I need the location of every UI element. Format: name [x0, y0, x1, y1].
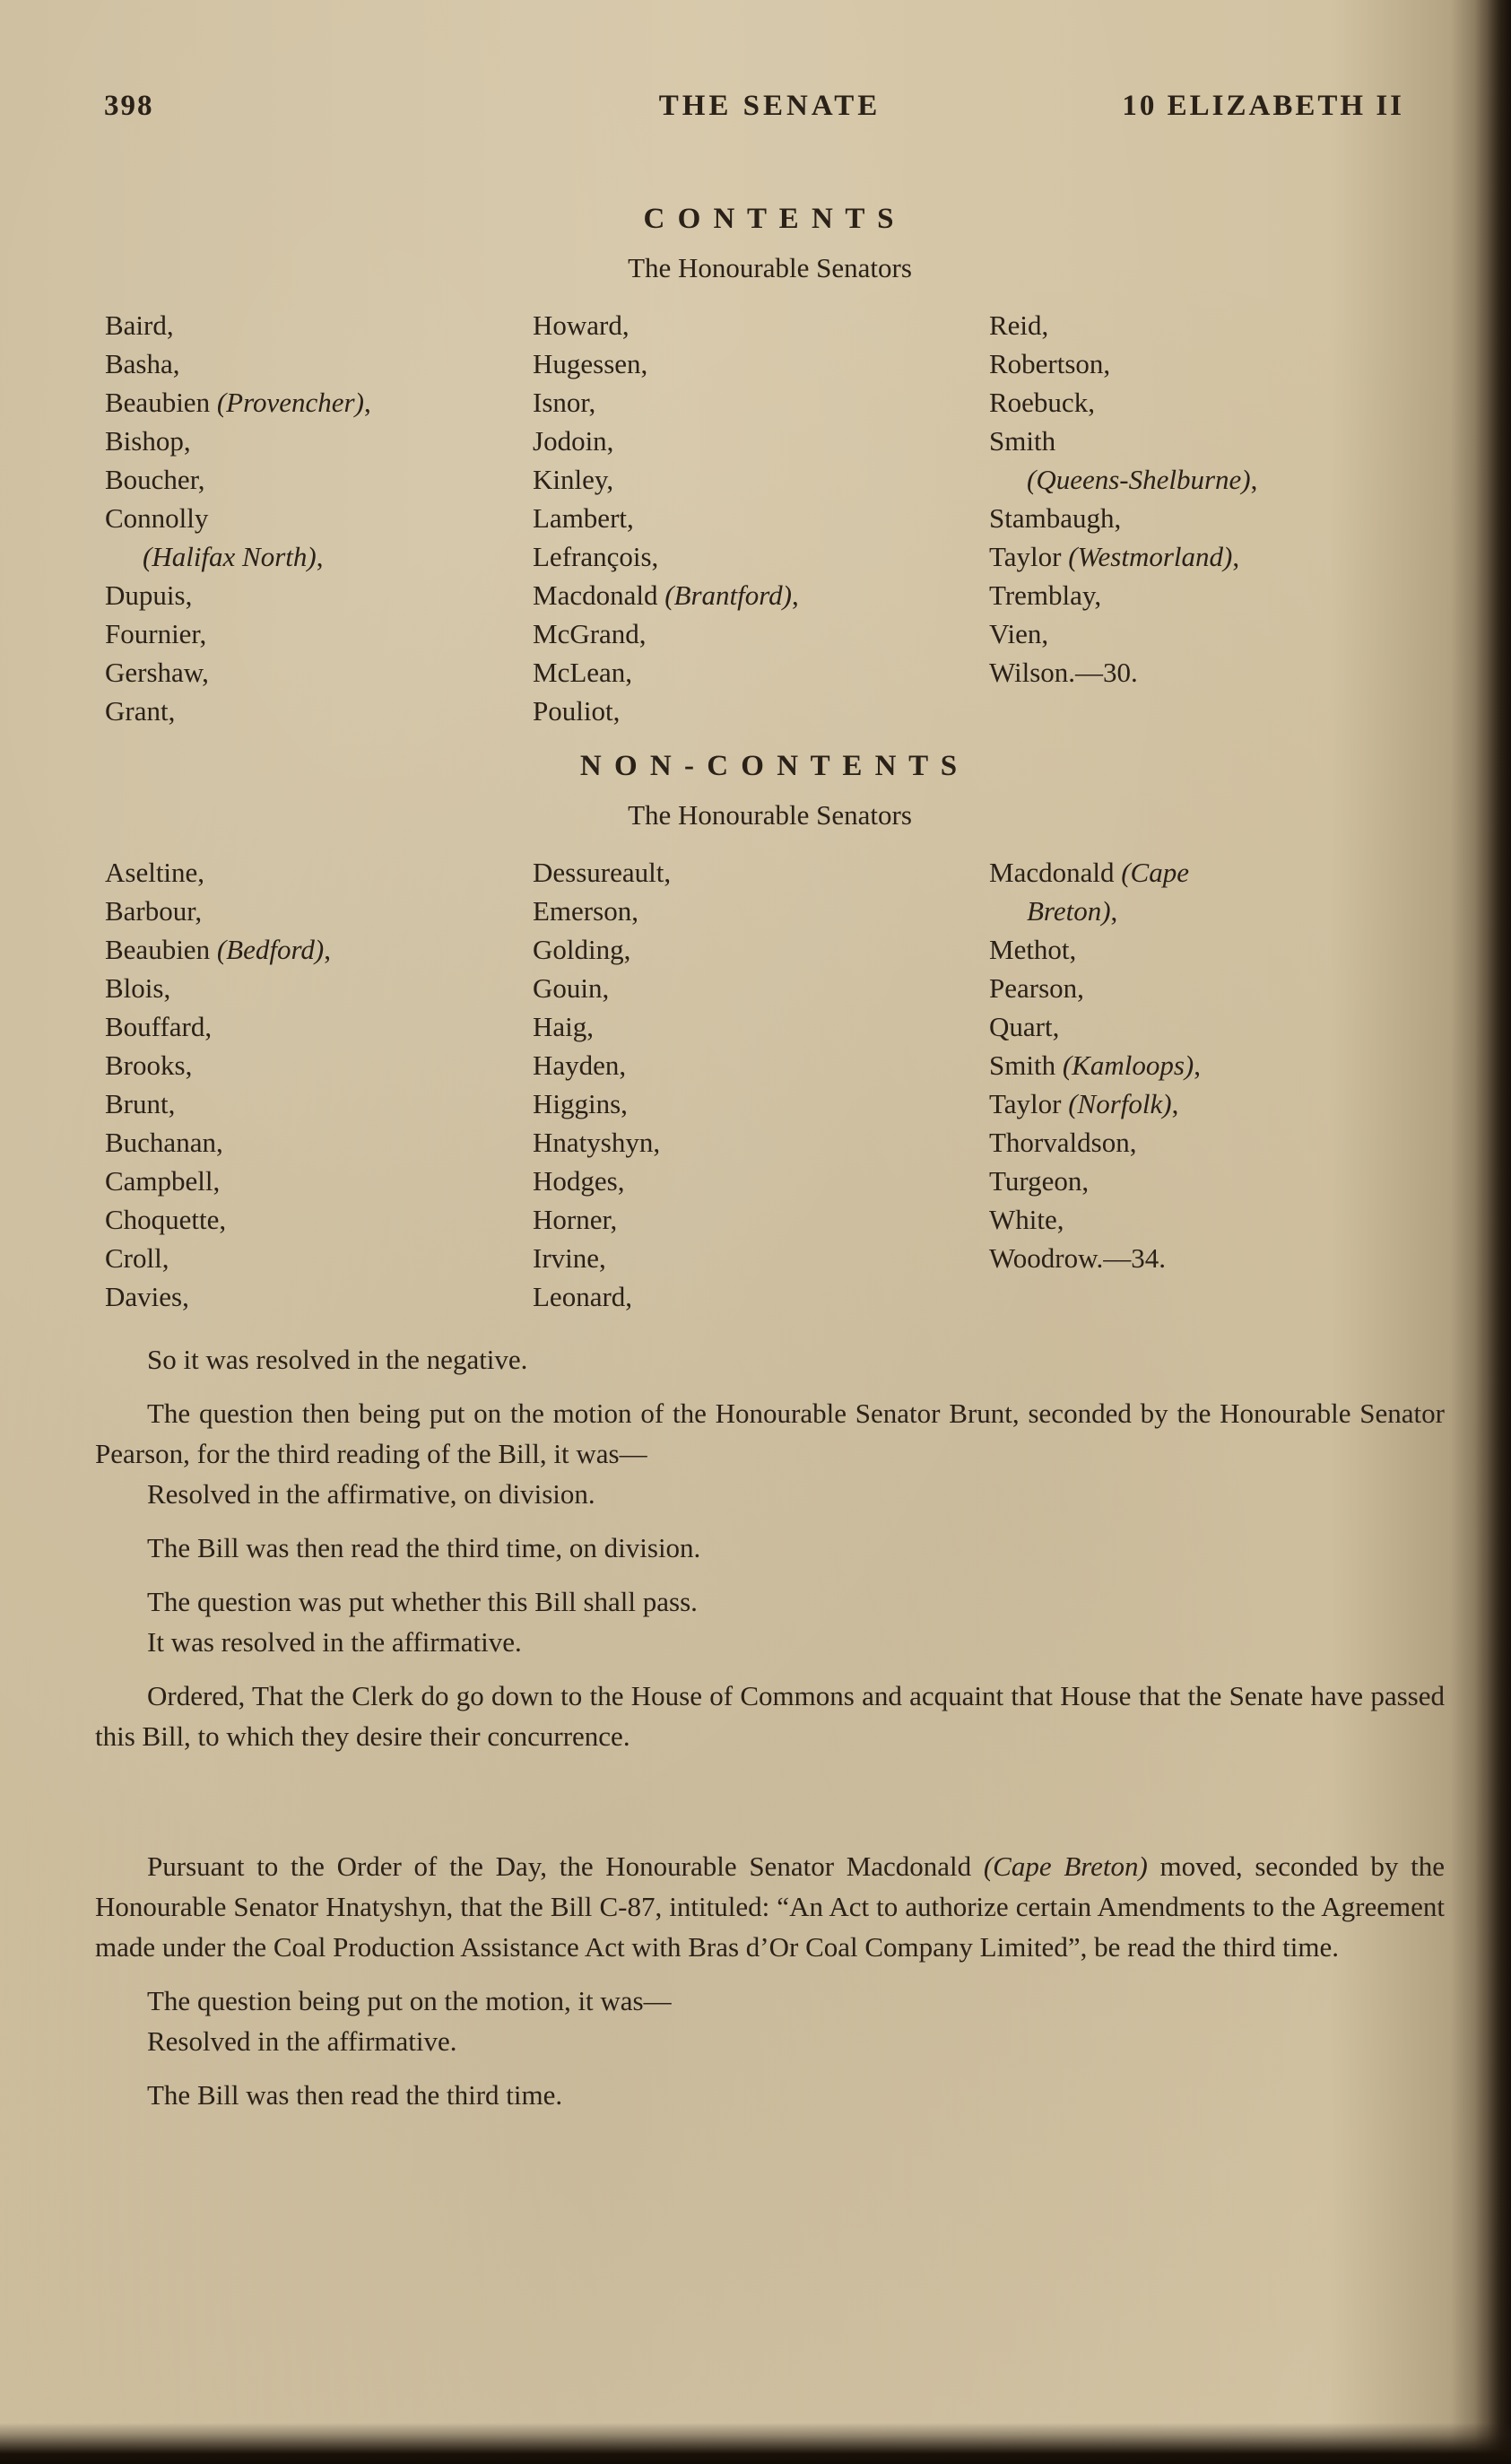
text-run: Methot, [989, 934, 1077, 965]
text-run: Buchanan, [105, 1127, 223, 1158]
page-number: 398 [104, 90, 154, 122]
text-run: Hodges, [533, 1165, 625, 1197]
senator-name-line [105, 306, 533, 344]
text-run: , [1250, 464, 1258, 495]
senator-name-line [533, 460, 989, 499]
text-run: Aseltine, [105, 857, 205, 888]
text-run: Hugessen, [533, 348, 648, 379]
senator-name-line [105, 892, 533, 930]
text-run: Pursuant to the Order of the Day, the Honourable Senator Macdonald [147, 1850, 984, 1882]
text-run: Lefrançois, [533, 541, 659, 572]
text-run: , [316, 541, 324, 572]
senator-name-line [105, 576, 533, 614]
text-run: Ordered, That the Clerk do go down to the House of Commons and acquaint that House that the Senate have passed this Bill, to which they desire their concurrence. [95, 1680, 1445, 1752]
senator-name-line [105, 1084, 533, 1123]
constituency-italic: Breton) [1027, 895, 1111, 927]
senator-name-line [105, 1162, 533, 1200]
contents-subtitle: The Honourable Senators [628, 252, 912, 283]
text-run: Davies, [105, 1281, 189, 1312]
senator-name-line [105, 692, 533, 730]
constituency-italic: (Halifax North) [143, 541, 317, 572]
header-title: THE SENATE [658, 90, 881, 122]
paragraph [95, 2075, 1445, 2115]
text-run: Dessureault, [533, 857, 672, 888]
text-run: Gershaw, [105, 657, 209, 688]
senator-name-line [533, 969, 989, 1007]
text-run: Smith [989, 425, 1056, 457]
senator-column [95, 853, 533, 1316]
text-run: Macdonald [533, 579, 665, 611]
text-run: , [1110, 895, 1118, 927]
text-run: Jodoin, [533, 425, 614, 457]
text-run: The Bill was then read the third time. [147, 2079, 563, 2111]
text-run: Horner, [533, 1204, 618, 1235]
text-run: Leonard, [533, 1281, 633, 1312]
text-run: Stambaugh, [989, 502, 1122, 534]
senator-name-line [989, 576, 1437, 614]
text-run: The question being put on the motion, it was— [147, 1985, 672, 2016]
senator-name-line [989, 892, 1437, 930]
constituency-italic: (Brantford) [664, 579, 793, 611]
running-header [95, 90, 1445, 133]
senator-name-line [105, 1200, 533, 1239]
senator-name-line [105, 460, 533, 499]
text-run: Grant, [105, 695, 176, 727]
text-run: Smith [989, 1049, 1063, 1081]
senator-name-line [989, 306, 1437, 344]
non-contents-subtitle: The Honourable Senators [628, 799, 912, 831]
senator-name-line [533, 1007, 989, 1046]
text-run: Boucher, [105, 464, 205, 495]
senator-name-line [989, 1162, 1437, 1200]
senator-name-line [105, 930, 533, 969]
constituency-italic: (Westmorland) [1068, 541, 1233, 572]
text-run: Pouliot, [533, 695, 621, 727]
text-run: , [1232, 541, 1240, 572]
text-run: Robertson, [989, 348, 1111, 379]
text-run: Taylor [989, 1088, 1069, 1119]
senator-name-line [989, 653, 1437, 692]
text-run: The question was put whether this Bill shall pass. [147, 1586, 698, 1617]
senator-column [989, 306, 1437, 730]
senator-name-line [533, 1084, 989, 1123]
paragraph [95, 2021, 1445, 2061]
constituency-italic: (Norfolk) [1068, 1088, 1172, 1119]
senator-name-line [105, 653, 533, 692]
text-run: Higgins, [533, 1088, 628, 1119]
paragraph [95, 1981, 1445, 2021]
text-run: Taylor [989, 541, 1069, 572]
text-run: Brunt, [105, 1088, 176, 1119]
text-run: It was resolved in the affirmative. [147, 1626, 522, 1658]
senator-name-line [989, 537, 1437, 576]
senator-name-line [533, 422, 989, 460]
text-run: Howard, [533, 309, 630, 341]
text-run: White, [989, 1204, 1064, 1235]
text-run: Hayden, [533, 1049, 627, 1081]
header-regnal-year: 10 ELIZABETH II [1122, 90, 1404, 122]
constituency-italic: (Queens-Shelburne) [1027, 464, 1251, 495]
text-run: Golding, [533, 934, 631, 965]
text-run: , [792, 579, 799, 611]
contents-title: C O N T E N T S [643, 203, 897, 235]
text-run: Haig, [533, 1011, 595, 1042]
text-run: Gouin, [533, 972, 610, 1004]
senator-column [533, 853, 989, 1316]
text-run: , [1194, 1049, 1201, 1081]
senator-name-line [105, 853, 533, 892]
senator-name-line [989, 1046, 1437, 1084]
senator-name-line [105, 1239, 533, 1277]
senator-name-line [533, 344, 989, 383]
text-run: Turgeon, [989, 1165, 1090, 1197]
paragraph [95, 1474, 1445, 1514]
text-run: Croll, [105, 1242, 169, 1274]
paragraph [95, 1528, 1445, 1568]
senator-name-line [105, 1046, 533, 1084]
senator-column [533, 306, 989, 730]
senator-column [95, 306, 533, 730]
scan-edge-right [1475, 0, 1511, 2464]
senator-name-line [533, 537, 989, 576]
senator-name-line [989, 499, 1437, 537]
non-contents-title: N O N - C O N T E N T S [579, 750, 960, 782]
paragraph [95, 1393, 1445, 1474]
text-run: Quart, [989, 1011, 1060, 1042]
text-run: Resolved in the affirmative. [147, 2025, 457, 2057]
text-run: Vien, [989, 618, 1049, 649]
text-run: , [363, 387, 371, 418]
contents-senator-columns [95, 306, 1445, 730]
senator-name-line [105, 1277, 533, 1316]
text-run: Tremblay, [989, 579, 1102, 611]
senator-name-line [989, 930, 1437, 969]
text-run: Barbour, [105, 895, 203, 927]
text-run: The question then being put on the motion of the Honourable Senator Brunt, seconded by the Honourable Senator Pearson, for the third reading of the Bill, it was— [95, 1397, 1445, 1469]
senator-name-line [533, 1162, 989, 1200]
senator-name-line [989, 344, 1437, 383]
senator-name-line [533, 1277, 989, 1316]
senator-name-line [989, 1123, 1437, 1162]
senator-name-line [533, 383, 989, 422]
contents-section [95, 203, 1445, 730]
text-run: Bishop, [105, 425, 191, 457]
text-run: Beaubien [105, 934, 217, 965]
text-run: Resolved in the affirmative, on division. [147, 1478, 595, 1510]
senator-name-line [105, 537, 533, 576]
senator-name-line [105, 383, 533, 422]
senator-name-line [989, 1084, 1437, 1123]
scan-edge-bottom [0, 2423, 1511, 2464]
text-run: , [1171, 1088, 1179, 1119]
senator-name-line [533, 692, 989, 730]
senator-name-line [989, 422, 1437, 460]
text-run: , [324, 934, 331, 965]
senator-name-line [533, 306, 989, 344]
paragraph [95, 1339, 1445, 1380]
senator-name-line [533, 576, 989, 614]
senator-name-line [105, 969, 533, 1007]
text-run: McGrand, [533, 618, 647, 649]
non-contents-senator-columns [95, 853, 1445, 1316]
text-run: Lambert, [533, 502, 634, 534]
text-run: Hnatyshyn, [533, 1127, 661, 1158]
text-run: Wilson.—30. [989, 657, 1138, 688]
text-run: moved, seconded by the Honourable Senator Hnatyshyn, that the Bill C-87, intituled: “An Act to authorize certain Amendments to the Agreement made under the Coal Production Assistance Act with Bras d’Or Coal Company Limited”, be read the third time. [95, 1850, 1445, 1963]
text-run: McLean, [533, 657, 633, 688]
text-run: Connolly [105, 502, 209, 534]
senator-name-line [989, 1200, 1437, 1239]
proceedings-paragraphs [95, 1339, 1445, 2115]
senator-column [989, 853, 1437, 1316]
non-contents-section [95, 750, 1445, 1316]
text-run: Macdonald [989, 857, 1122, 888]
text-run: Choquette, [105, 1204, 227, 1235]
senator-name-line [989, 1007, 1437, 1046]
text-run: Dupuis, [105, 579, 193, 611]
text-run: Brooks, [105, 1049, 193, 1081]
text-run: Campbell, [105, 1165, 221, 1197]
senator-name-line [533, 499, 989, 537]
scanned-page [95, 90, 1445, 2115]
senator-name-line [989, 853, 1437, 892]
constituency-italic: (Kamloops) [1062, 1049, 1194, 1081]
constituency-italic: (Cape Breton) [983, 1850, 1148, 1882]
paragraph [95, 1676, 1445, 1756]
paragraph [95, 1846, 1445, 1967]
text-run: Woodrow.—34. [989, 1242, 1166, 1274]
text-run: Blois, [105, 972, 171, 1004]
senator-name-line [533, 1046, 989, 1084]
senator-name-line [105, 344, 533, 383]
text-run: Roebuck, [989, 387, 1095, 418]
senator-name-line [989, 614, 1437, 653]
senator-name-line [989, 460, 1437, 499]
text-run: Beaubien [105, 387, 217, 418]
text-run: So it was resolved in the negative. [147, 1344, 528, 1375]
senator-name-line [533, 930, 989, 969]
senator-name-line [533, 892, 989, 930]
text-run: Bouffard, [105, 1011, 213, 1042]
constituency-italic: (Cape [1121, 857, 1189, 888]
senator-name-line [533, 653, 989, 692]
senator-name-line [105, 1007, 533, 1046]
paragraph [95, 1622, 1445, 1662]
senator-name-line [105, 614, 533, 653]
senator-name-line [105, 422, 533, 460]
senator-name-line [533, 614, 989, 653]
text-run: Reid, [989, 309, 1049, 341]
text-run: Baird, [105, 309, 174, 341]
text-run: Thorvaldson, [989, 1127, 1137, 1158]
senator-name-line [989, 383, 1437, 422]
text-run: Pearson, [989, 972, 1084, 1004]
text-run: Basha, [105, 348, 180, 379]
senator-name-line [989, 969, 1437, 1007]
text-run: Fournier, [105, 618, 207, 649]
text-run: Emerson, [533, 895, 638, 927]
senator-name-line [533, 1123, 989, 1162]
senator-name-line [989, 1239, 1437, 1277]
text-run: Kinley, [533, 464, 614, 495]
text-run: The Bill was then read the third time, on division. [147, 1532, 701, 1563]
senator-name-line [533, 1200, 989, 1239]
constituency-italic: (Bedford) [216, 934, 325, 965]
text-run: Isnor, [533, 387, 596, 418]
senator-name-line [533, 1239, 989, 1277]
senator-name-line [533, 853, 989, 892]
senator-name-line [105, 1123, 533, 1162]
senator-name-line [105, 499, 533, 537]
text-run: Irvine, [533, 1242, 606, 1274]
constituency-italic: (Provencher) [216, 387, 364, 418]
paragraph [95, 1581, 1445, 1622]
